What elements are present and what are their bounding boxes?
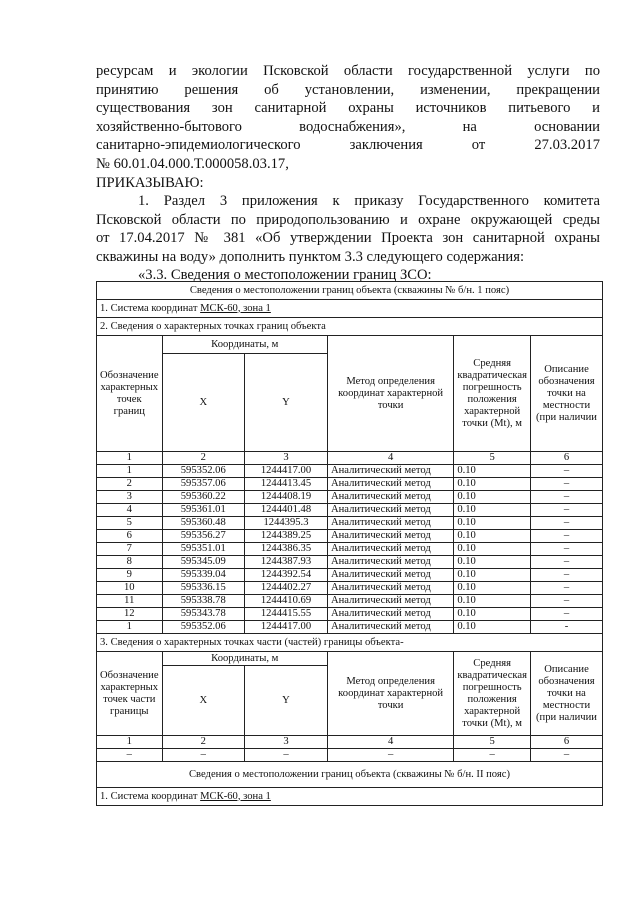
error: 0.10 — [454, 569, 531, 582]
crs-label: 1. Система координат — [100, 790, 201, 802]
coord-x: 595343.78 — [162, 608, 244, 621]
header-method: Метод определения координат характерной точки — [327, 336, 453, 452]
col-number: 3 — [244, 736, 327, 749]
col-number: 4 — [327, 452, 453, 465]
col-number: 2 — [162, 452, 244, 465]
method: Аналитический метод — [327, 530, 453, 543]
coord-y: 1244413.45 — [244, 478, 327, 491]
method: Аналитический метод — [327, 543, 453, 556]
description: – — [530, 504, 602, 517]
coord-x: 595356.27 — [162, 530, 244, 543]
table-row — [97, 543, 603, 556]
text-line: хозяйственно-бытового водоснабжения», на основании — [96, 118, 600, 135]
paragraph-1 — [96, 192, 600, 285]
order-word: ПРИКАЗЫВАЮ: — [96, 174, 204, 191]
point-number: 2 — [97, 478, 163, 491]
coord-y: 1244402.27 — [244, 582, 327, 595]
coord-y: 1244389.25 — [244, 530, 327, 543]
header-desc: Описание обозначения точки на местности (при наличии — [530, 336, 602, 452]
dash-cell: – — [162, 749, 244, 762]
point-number: 12 — [97, 608, 163, 621]
error: 0.10 — [454, 621, 531, 634]
table-row — [97, 478, 603, 491]
point-number: 5 — [97, 517, 163, 530]
error: 0.10 — [454, 556, 531, 569]
col-number: 2 — [162, 736, 244, 749]
coord-y: 1244392.54 — [244, 569, 327, 582]
coord-x: 595351.01 — [162, 543, 244, 556]
header-point: Обозначение характерных точек границ — [97, 336, 163, 452]
method: Аналитический метод — [327, 465, 453, 478]
text-line: принятию решения об установлении, изменении, прекращении — [96, 81, 600, 98]
col-number: 5 — [454, 452, 531, 465]
table-row — [97, 621, 603, 634]
method: Аналитический метод — [327, 517, 453, 530]
text-line: 1. Раздел 3 приложения к приказу Государственного комитета — [138, 193, 600, 209]
header-y: Y — [244, 354, 327, 452]
error: 0.10 — [454, 465, 531, 478]
part-title: 3. Сведения о характерных точках части (частей) границы объекта- — [97, 634, 603, 652]
table-row — [97, 517, 603, 530]
points-title: 2. Сведения о характерных точках границ объекта — [97, 318, 603, 336]
col-number: 3 — [244, 452, 327, 465]
coord-x: 595336.15 — [162, 582, 244, 595]
point-number: 11 — [97, 595, 163, 608]
coord-x: 595339.04 — [162, 569, 244, 582]
coord-y: 1244387.93 — [244, 556, 327, 569]
table-row — [97, 556, 603, 569]
header-error-part: Средняя квадратическая погрешность положения характерной точки (Mt), м — [454, 652, 531, 736]
table-row — [97, 530, 603, 543]
point-number: 9 — [97, 569, 163, 582]
description: – — [530, 517, 602, 530]
coord-x: 595352.06 — [162, 465, 244, 478]
method: Аналитический метод — [327, 556, 453, 569]
coord-x: 595361.01 — [162, 504, 244, 517]
point-number: 4 — [97, 504, 163, 517]
point-number: 3 — [97, 491, 163, 504]
dash-cell: – — [244, 749, 327, 762]
coord-x: 595352.06 — [162, 621, 244, 634]
error: 0.10 — [454, 491, 531, 504]
method: Аналитический метод — [327, 478, 453, 491]
coord-y: 1244401.48 — [244, 504, 327, 517]
text-line: ресурсам и экологии Псковской области государственной услуги по — [96, 63, 600, 79]
error: 0.10 — [454, 543, 531, 556]
header-coords: Координаты, м — [162, 336, 327, 354]
coord-y: 1244408.19 — [244, 491, 327, 504]
method: Аналитический метод — [327, 621, 453, 634]
point-number: 1 — [97, 465, 163, 478]
table-row — [97, 491, 603, 504]
method: Аналитический метод — [327, 582, 453, 595]
coord-x: 595357.06 — [162, 478, 244, 491]
point-number: 6 — [97, 530, 163, 543]
zso-boundary-table — [96, 281, 603, 806]
error: 0.10 — [454, 608, 531, 621]
method: Аналитический метод — [327, 595, 453, 608]
coord-x: 595360.48 — [162, 517, 244, 530]
description: – — [530, 530, 602, 543]
section-heading: «3.3. Сведения о местоположении границ ЗСО: — [138, 267, 432, 284]
intro-text — [96, 62, 600, 192]
description: – — [530, 608, 602, 621]
coord-y: 1244417.00 — [244, 621, 327, 634]
text-line: № 60.01.04.000.Т.000058.03.17, — [96, 155, 289, 172]
point-number: 10 — [97, 582, 163, 595]
text-line: санитарно-эпидемиологического заключения от 27.03.2017 — [96, 137, 600, 154]
header-x: X — [162, 354, 244, 452]
description: – — [530, 478, 602, 491]
coord-x: 595360.22 — [162, 491, 244, 504]
error: 0.10 — [454, 504, 531, 517]
method: Аналитический метод — [327, 608, 453, 621]
header-error: Средняя квадратическая погрешность положения характерной точки (Mt), м — [454, 336, 531, 452]
header-desc-part: Описание обозначения точки на местности (при наличии — [530, 652, 602, 736]
dash-cell: – — [97, 749, 163, 762]
table-row — [97, 582, 603, 595]
table-row — [97, 504, 603, 517]
description: - — [530, 621, 602, 634]
text-line: от 17.04.2017 № 381 «Об утверждении Проекта зон санитарной охраны — [96, 230, 600, 247]
table-title-2: Сведения о местоположении границ объекта (скважины № б/н. II пояс) — [97, 762, 603, 788]
col-number: 1 — [97, 452, 163, 465]
crs-value: МСК-60, зона 1 — [200, 302, 271, 314]
table-title: Сведения о местоположении границ объекта (скважины № б/н. 1 пояс) — [97, 282, 603, 300]
error: 0.10 — [454, 517, 531, 530]
coord-x: 595345.09 — [162, 556, 244, 569]
col-number: 5 — [454, 736, 531, 749]
dash-cell: – — [327, 749, 453, 762]
header-coords-part: Координаты, м — [162, 652, 327, 666]
description: – — [530, 569, 602, 582]
col-number: 1 — [97, 736, 163, 749]
col-number: 4 — [327, 736, 453, 749]
coord-y: 1244417.00 — [244, 465, 327, 478]
error: 0.10 — [454, 530, 531, 543]
table-row — [97, 608, 603, 621]
point-number: 8 — [97, 556, 163, 569]
coord-y: 1244386.35 — [244, 543, 327, 556]
description: – — [530, 465, 602, 478]
header-y-part: Y — [244, 666, 327, 736]
description: – — [530, 543, 602, 556]
method: Аналитический метод — [327, 569, 453, 582]
coord-x: 595338.78 — [162, 595, 244, 608]
coord-y: 1244410.69 — [244, 595, 327, 608]
coord-y: 1244395.3 — [244, 517, 327, 530]
header-method-part: Метод определения координат характерной точки — [327, 652, 453, 736]
text-line: существования зон санитарной охраны источников питьевого и — [96, 100, 600, 117]
crs-row — [97, 300, 603, 318]
text-line: скважины на воду» дополнить пунктом 3.3 следующего содержания: — [96, 248, 524, 265]
text-line: Псковской области по природопользованию и охране окружающей среды — [96, 211, 600, 228]
error: 0.10 — [454, 478, 531, 491]
error: 0.10 — [454, 595, 531, 608]
description: – — [530, 491, 602, 504]
coord-y: 1244415.55 — [244, 608, 327, 621]
table-row — [97, 595, 603, 608]
table-row — [97, 569, 603, 582]
method: Аналитический метод — [327, 504, 453, 517]
col-number: 6 — [530, 736, 602, 749]
description: – — [530, 595, 602, 608]
description: – — [530, 556, 602, 569]
crs-label: 1. Система координат — [100, 302, 201, 314]
crs-row-2 — [97, 788, 603, 806]
col-number: 6 — [530, 452, 602, 465]
dash-cell: – — [454, 749, 531, 762]
description: – — [530, 582, 602, 595]
dash-cell: – — [530, 749, 602, 762]
point-number: 1 — [97, 621, 163, 634]
header-point-part: Обозначение характерных точек части границы — [97, 652, 163, 736]
error: 0.10 — [454, 582, 531, 595]
table-row — [97, 465, 603, 478]
point-number: 7 — [97, 543, 163, 556]
crs-value: МСК-60, зона 1 — [200, 790, 271, 802]
method: Аналитический метод — [327, 491, 453, 504]
header-x-part: X — [162, 666, 244, 736]
